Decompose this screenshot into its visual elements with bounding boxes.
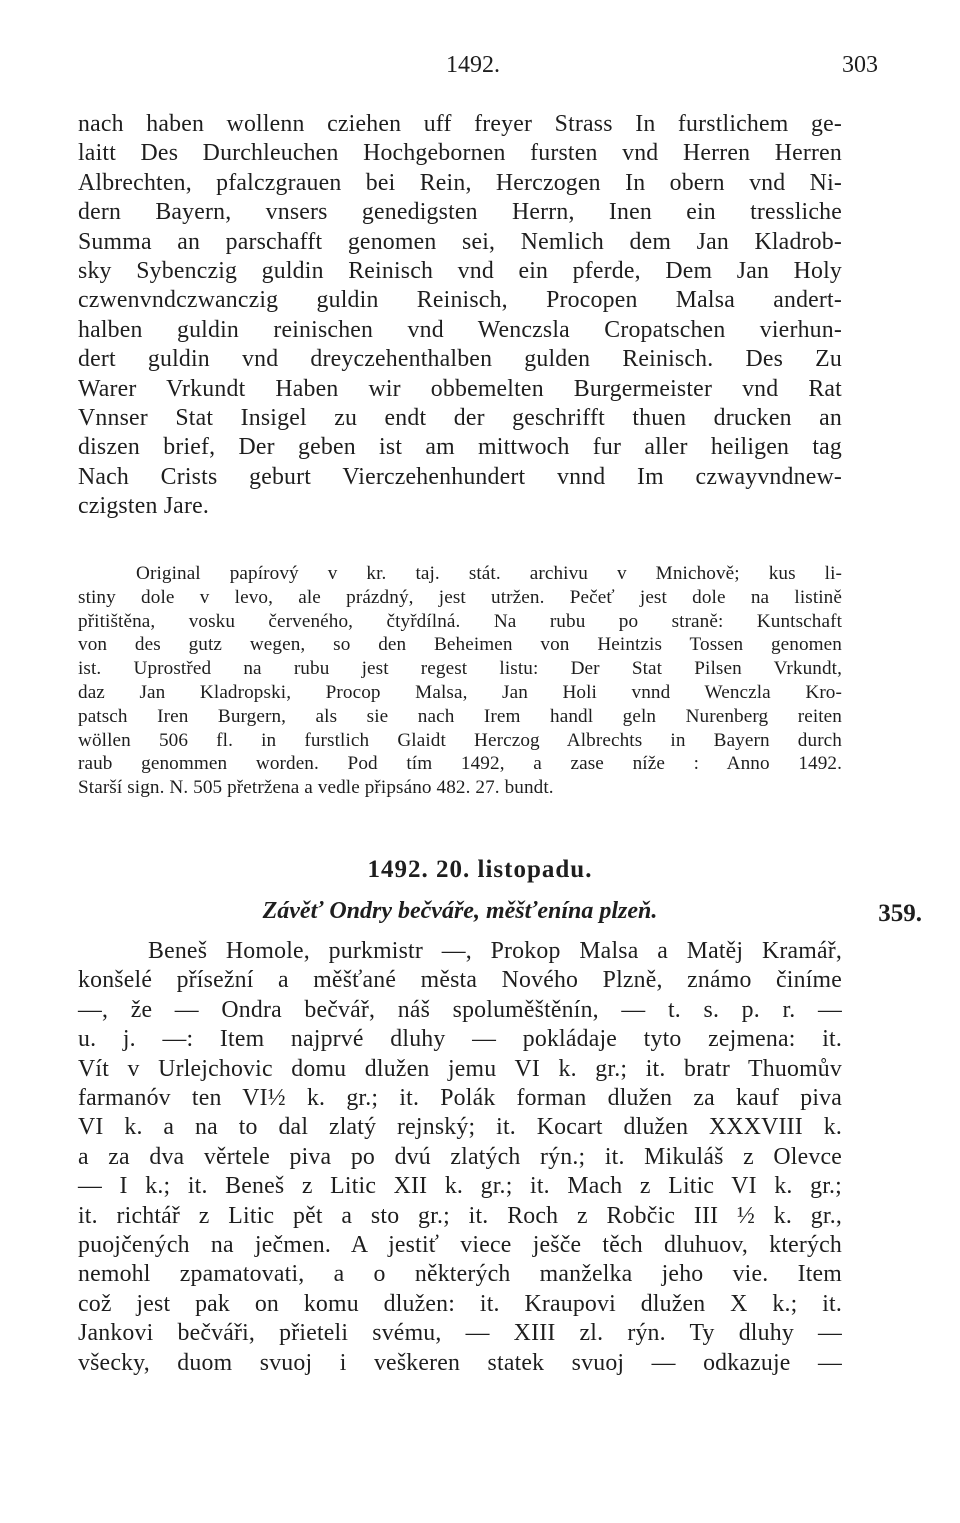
text-line: czigsten Jare.: [78, 493, 209, 520]
document-date-heading: 1492. 20. listopadu.: [367, 856, 593, 883]
note-line: stiny dole v levo, ale prázdný, jest utržen. Pečeť jest dole na listině: [78, 586, 842, 608]
text-line: Jankovi bečváři, přieteli svému, — XIII zl. rýn. Ty dluhy —: [78, 1320, 842, 1347]
text-line: halben guldin reinischen vnd Wenczsla Cropatschen vierhun-: [78, 316, 842, 343]
note-line: daz Jan Kladropski, Procop Malsa, Jan Holi vnnd Wenczla Kro-: [78, 681, 842, 703]
text-line: farmanóv ten VI½ k. gr.; it. Polák forman dlužen za kauf piva: [78, 1085, 842, 1112]
text-line: a za dva věrtele piva po dvú zlatých rýn.; it. Mikuláš z Olevce: [78, 1143, 842, 1170]
text-line: nemohl zpamatovati, a o některých manželka jeho vie. Item: [78, 1261, 842, 1288]
text-line: dern Bayern, vnsers genedigsten Herrn, Inen ein tressliche: [78, 199, 842, 226]
page-number: 303: [842, 52, 878, 78]
text-line: všecky, duom svuoj i veškeren statek svuoj — odkazuje —: [78, 1349, 842, 1376]
text-line: czwenvndczwanczig guldin Reinisch, Procopen Malsa andert-: [78, 287, 842, 314]
page-header: [78, 52, 878, 82]
charter-text: [78, 110, 842, 522]
text-line: konšelé přísežní a měšťané města Nového Plzně, známo činíme: [78, 967, 842, 994]
text-line: u. j. —: Item najprvé dluhy — pokládaje tyto zejmena: it.: [78, 1026, 842, 1053]
note-line: raub genommen worden. Pod tím 1492, a zase níže : Anno 1492.: [78, 753, 842, 775]
note-line: Starší sign. N. 505 přetržena a vedle připsáno 482. 27. bundt.: [78, 777, 554, 799]
note-line: Original papírový v kr. taj. stát. archivu v Mnichově; kus li-: [136, 563, 842, 584]
note-line: von des gutz wegen, so den Beheimen von Heintzis Tossen genomen: [78, 634, 842, 656]
text-line: laitt Des Durchleuchen Hochgebornen fursten vnd Herren Herren: [78, 140, 842, 167]
text-line: sky Sybenczig guldin Reinisch vnd ein pferde, Dem Jan Holy: [78, 258, 842, 285]
text-line: Vít v Urlejchovic domu dlužen jemu VI k. gr.; it. bratr Thuomův: [78, 1055, 842, 1082]
text-line: Beneš Homole, purkmistr —, Prokop Malsa a Matěj Kramář,: [148, 938, 842, 964]
note-line: ist. Uprostřed na rubu jest regest listu: Der Stat Pilsen Vrkundt,: [78, 658, 842, 680]
text-line: Vnnser Stat Insigel zu endt der geschrifft thuen drucken an: [78, 405, 842, 432]
text-line: Nach Crists geburt Vierczehenhundert vnnd Im czwayvndnew-: [78, 463, 842, 490]
document-subtitle: Závěť Ondry bečváře, měšťenína plzeň.: [262, 898, 658, 924]
text-line: —, že — Ondra bečvář, náš spoluměštěnín, — t. s. p. r. —: [78, 996, 842, 1023]
text-line: Albrechten, pfalczgrauen bei Rein, Herczogen In obern vnd Ni-: [78, 169, 842, 196]
text-line: it. richtář z Litic pět a sto gr.; it. Roch z Robčic III ½ k. gr.,: [78, 1202, 842, 1229]
text-line: Summa an parschafft genomen sei, Nemlich dem Jan Kladrob-: [78, 228, 842, 255]
text-line: nach haben wollenn cziehen uff freyer Strass In furstlichem ge-: [78, 111, 842, 137]
text-line: Warer Vrkundt Haben wir obbemelten Burgermeister vnd Rat: [78, 375, 842, 402]
text-line: což jest pak on komu dlužen: it. Kraupovi dlužen X k.; it.: [78, 1290, 842, 1317]
document-number: 359.: [878, 900, 922, 927]
note-line: wöllen 506 fl. in furstlich Glaidt Herczog Albrechts in Bayern durch: [78, 729, 842, 751]
archival-note: [78, 562, 842, 800]
testament-text: [78, 937, 842, 1378]
text-line: VI k. a na to dal zlatý rejnský; it. Kocart dlužen XXXVIII k.: [78, 1114, 842, 1141]
note-line: patsch Iren Burgern, als sie nach Irem handl geln Nurenberg reiten: [78, 705, 842, 727]
text-line: puojčených na ječmen. A jestiť viece ješče těch dluhuov, kterých: [78, 1232, 842, 1259]
text-line: — I k.; it. Beneš z Litic XII k. gr.; it. Mach z Litic VI k. gr.;: [78, 1173, 842, 1200]
note-line: přitištěna, vosku červeného, čtyřdílná. Na rubu po straně: Kuntschaft: [78, 610, 842, 632]
text-line: diszen brief, Der geben ist am mittwoch fur aller heiligen tag: [78, 434, 842, 461]
header-year: 1492.: [446, 52, 500, 78]
text-line: dert guldin vnd dreyczehenthalben gulden Reinisch. Des Zu: [78, 346, 842, 373]
